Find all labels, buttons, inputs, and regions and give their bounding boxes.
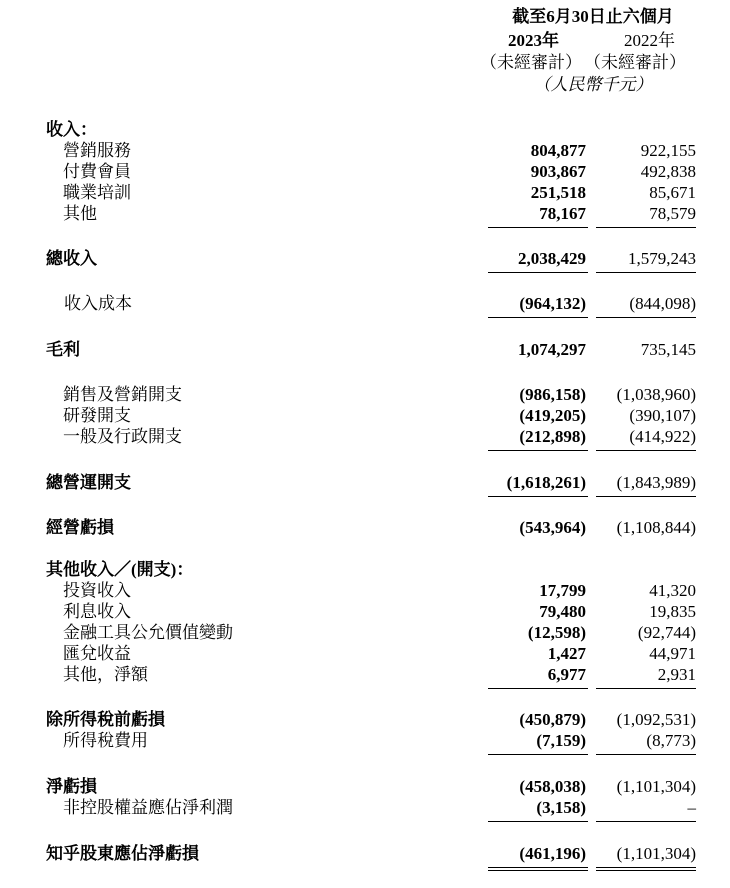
table-row xyxy=(0,797,730,819)
value-2022: 44,971 xyxy=(649,644,696,663)
value-2023: 6,977 xyxy=(547,665,586,684)
value-2023: 903,867 xyxy=(530,162,586,181)
rule xyxy=(596,688,696,689)
rule xyxy=(488,272,588,273)
row-label: 經營虧損 xyxy=(46,518,114,537)
value-2022: (1,101,304) xyxy=(616,844,696,863)
value-2022: (414,922) xyxy=(629,427,696,446)
row-label: 金融工具公允價值變動 xyxy=(63,623,233,642)
rule xyxy=(488,688,588,689)
value-2023: 2,038,429 xyxy=(518,249,586,268)
unaudited-2023: （未經審計） xyxy=(480,53,582,72)
value-2023: (12,598) xyxy=(527,623,586,642)
rule xyxy=(488,227,588,228)
rule xyxy=(596,496,696,497)
value-2022: – xyxy=(687,798,696,817)
value-2023: (458,038) xyxy=(519,777,586,796)
value-2023: 804,877 xyxy=(530,141,586,160)
table-row xyxy=(0,426,730,448)
row-label: 其他，淨額 xyxy=(63,665,148,684)
other-income-heading-row xyxy=(0,559,730,581)
rule xyxy=(488,317,588,318)
row-label: 收入： xyxy=(46,120,97,139)
table-row xyxy=(0,730,730,752)
table-row xyxy=(0,203,730,225)
table-row xyxy=(0,664,730,686)
value-2023: (3,158) xyxy=(536,798,586,817)
table-row xyxy=(0,622,730,644)
net-loss-attributable-row xyxy=(0,843,730,865)
value-2022: 922,155 xyxy=(640,141,696,160)
double-rule xyxy=(596,870,696,871)
value-2022: 2,931 xyxy=(657,665,696,684)
rule xyxy=(596,272,696,273)
value-2023: 78,167 xyxy=(539,204,586,223)
rule xyxy=(596,450,696,451)
row-label: 總收入 xyxy=(46,249,97,268)
rule xyxy=(596,317,696,318)
rule xyxy=(488,496,588,497)
value-2022: 735,145 xyxy=(640,340,696,359)
value-2023: (543,964) xyxy=(519,518,586,537)
row-label: 一般及行政開支 xyxy=(63,427,182,446)
value-2023: 1,074,297 xyxy=(518,340,586,359)
table-row xyxy=(0,182,730,204)
value-2022: (1,843,989) xyxy=(616,473,696,492)
value-2022: (390,107) xyxy=(629,406,696,425)
rule xyxy=(488,754,588,755)
double-rule xyxy=(488,870,588,871)
value-2022: 78,579 xyxy=(649,204,696,223)
row-label: 收入成本 xyxy=(64,294,132,313)
double-rule xyxy=(488,867,588,868)
revenue-heading-row xyxy=(0,119,730,141)
value-2022: (1,101,304) xyxy=(616,777,696,796)
row-label: 淨虧損 xyxy=(46,777,97,796)
table-row xyxy=(0,601,730,623)
loss-before-tax-row xyxy=(0,709,730,731)
double-rule xyxy=(596,867,696,868)
table-row xyxy=(0,405,730,427)
value-2022: 85,671 xyxy=(649,183,696,202)
value-2023: (212,898) xyxy=(519,427,586,446)
value-2023: 17,799 xyxy=(539,581,586,600)
row-label: 職業培訓 xyxy=(63,183,131,202)
unaudited-2022: （未經審計） xyxy=(584,53,686,72)
period-header: 截至6月30日止六個月 xyxy=(512,7,674,26)
value-2023: (1,618,261) xyxy=(506,473,586,492)
row-label: 知乎股東應佔淨虧損 xyxy=(46,844,199,863)
unit-header: （人民幣千元） xyxy=(533,75,653,94)
value-2022: 41,320 xyxy=(649,581,696,600)
table-row xyxy=(0,643,730,665)
value-2022: 1,579,243 xyxy=(628,249,696,268)
total-opex-row xyxy=(0,472,730,494)
year-2022: 2022年 xyxy=(624,31,675,50)
table-row xyxy=(0,140,730,162)
gross-profit-row xyxy=(0,339,730,361)
value-2023: (461,196) xyxy=(519,844,586,863)
row-label: 匯兌收益 xyxy=(63,644,131,663)
rule xyxy=(596,754,696,755)
value-2022: (1,092,531) xyxy=(616,710,696,729)
rule xyxy=(596,227,696,228)
rule xyxy=(488,450,588,451)
value-2022: (92,744) xyxy=(637,623,696,642)
value-2023: (7,159) xyxy=(536,731,586,750)
row-label: 所得稅費用 xyxy=(63,731,148,750)
row-label: 利息收入 xyxy=(63,602,131,621)
rule xyxy=(488,821,588,822)
row-label: 其他收入／(開支)： xyxy=(46,560,194,579)
value-2022: 492,838 xyxy=(640,162,696,181)
row-label: 研發開支 xyxy=(63,406,131,425)
value-2023: 79,480 xyxy=(539,602,586,621)
value-2023: 251,518 xyxy=(530,183,586,202)
row-label: 除所得稅前虧損 xyxy=(46,710,165,729)
row-label: 非控股權益應佔淨利潤 xyxy=(63,798,233,817)
value-2023: (986,158) xyxy=(519,385,586,404)
row-label: 營銷服務 xyxy=(63,141,131,160)
net-loss-row xyxy=(0,776,730,798)
row-label: 付費會員 xyxy=(63,162,131,181)
operating-loss-row xyxy=(0,517,730,539)
row-label: 其他 xyxy=(63,204,97,223)
value-2022: (1,108,844) xyxy=(616,518,696,537)
row-label: 總營運開支 xyxy=(46,473,131,492)
row-label: 銷售及營銷開支 xyxy=(63,385,182,404)
value-2022: (8,773) xyxy=(646,731,696,750)
row-label: 投資收入 xyxy=(63,581,131,600)
value-2023: (964,132) xyxy=(519,294,586,313)
value-2023: (450,879) xyxy=(519,710,586,729)
value-2022: (1,038,960) xyxy=(616,385,696,404)
total-revenue-row xyxy=(0,248,730,270)
row-label: 毛利 xyxy=(46,340,80,359)
table-row xyxy=(0,384,730,406)
value-2023: 1,427 xyxy=(547,644,586,663)
value-2022: (844,098) xyxy=(629,294,696,313)
cost-of-revenue-row xyxy=(0,293,730,315)
rule xyxy=(596,821,696,822)
year-2023: 2023年 xyxy=(508,31,559,50)
table-row xyxy=(0,161,730,183)
table-row xyxy=(0,580,730,602)
value-2022: 19,835 xyxy=(649,602,696,621)
value-2023: (419,205) xyxy=(519,406,586,425)
